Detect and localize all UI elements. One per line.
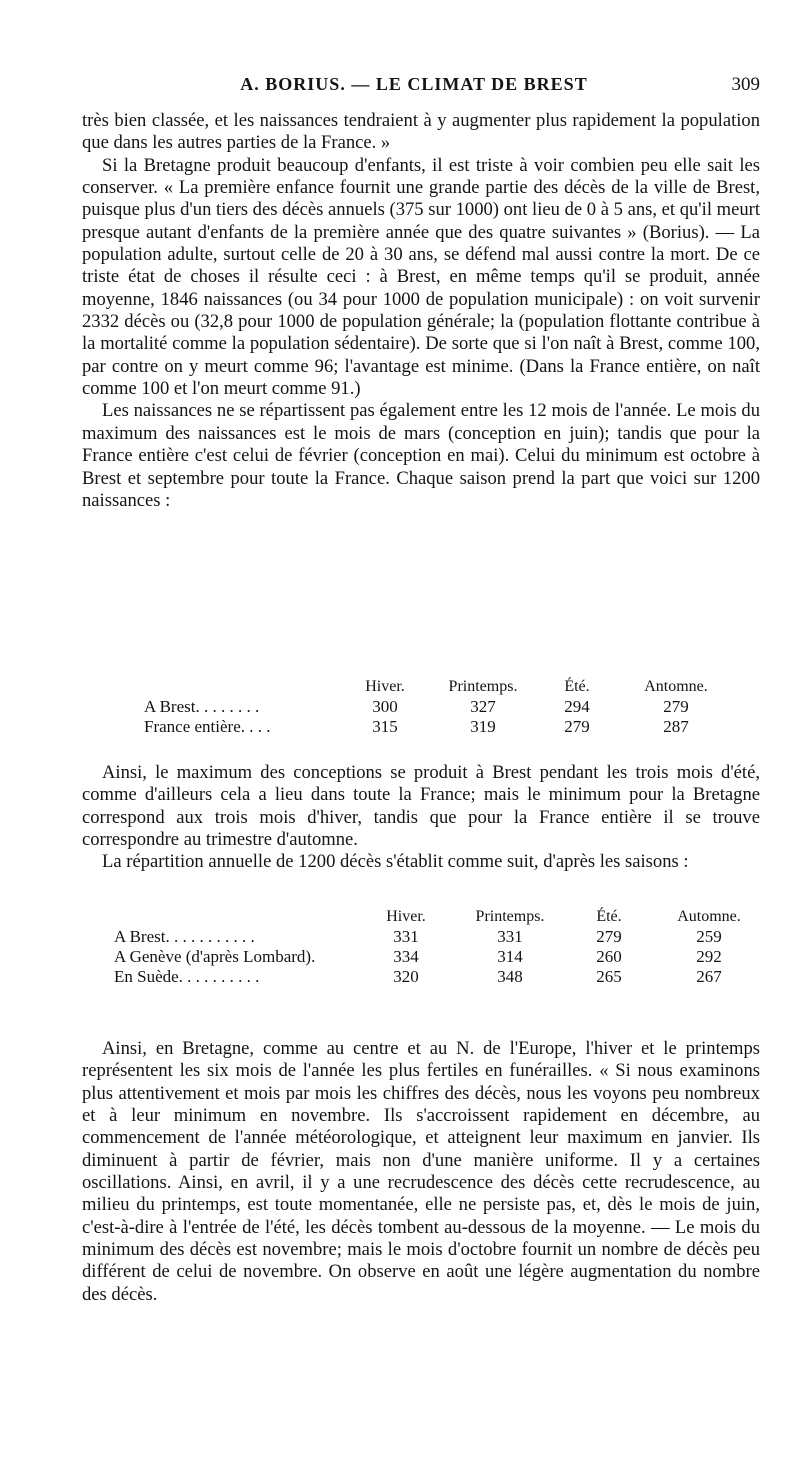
table-header-row bbox=[144, 677, 732, 697]
column-header: Printemps. bbox=[475, 908, 545, 925]
table-cell: 265 bbox=[596, 967, 622, 986]
body-text-3 bbox=[82, 1038, 760, 1306]
table-cell: 279 bbox=[663, 697, 689, 716]
table-row bbox=[114, 927, 764, 947]
body-text bbox=[82, 110, 760, 512]
row-label: A Genève (d'après Lombard). bbox=[114, 947, 316, 966]
table-cell: 292 bbox=[696, 947, 722, 966]
paragraph: Ainsi, en Bretagne, comme au centre et au N. de l'Europe, l'hiver et le printemps représentent les six mois de l'année les plus fertiles en funérailles. « Si nous examinons plus attentivement et mois par mois les chiffres des décès, nous les voyons peu nombreux et à leur minimum en novembre. Ils s'accroissent rapidement en décembre, au commencement de l'année météorologique, et atteignent leur maximum en janvier. Ils diminuent à partir de février, mais non d'une manière uniforme. Il y a certaines oscillations. Ainsi, en avril, il y a une recrudescence des décès cette recrudescence, au milieu du printemps, est toute momentanée, elle ne persiste pas, et, dès le mois de juin, c'est-à-dire à l'entrée de l'été, les décès tombent au-dessous de la moyenne. — Le mois du minimum des décès est novembre; mais le mois d'octobre fournit un nombre de décès peu différent de celui de novembre. On observe en août une légère augmentation du nombre des décès. bbox=[82, 1038, 760, 1305]
table-header-row bbox=[114, 907, 764, 927]
column-header: Hiver. bbox=[386, 908, 426, 925]
table-cell: 334 bbox=[393, 947, 419, 966]
paragraph: Les naissances ne se répartissent pas également entre les 12 mois de l'année. Le mois du maximum des naissances est le mois de mars (conception en juin); tandis que pour la France entière c'est celui de février (conception en mai). Celui du minimum est octobre à Brest et septembre pour toute la France. Chaque saison prend la part que voici sur 1200 naissances : bbox=[82, 400, 760, 511]
table-cell: 315 bbox=[372, 717, 398, 736]
table-cell: 279 bbox=[564, 717, 590, 736]
paragraph: très bien classée, et les naissances tendraient à y augmenter plus rapidement la population que dans les autres parties de la France. » bbox=[82, 110, 760, 154]
column-header: Hiver. bbox=[365, 678, 405, 695]
row-label: En Suède. . . . . . . . . . bbox=[114, 967, 260, 986]
row-label: France entière. . . . bbox=[144, 717, 271, 736]
table-row bbox=[144, 697, 732, 717]
page-number: 309 bbox=[731, 74, 760, 95]
column-header: Antomne. bbox=[644, 678, 708, 695]
paragraph: Si la Bretagne produit beaucoup d'enfants, il est triste à voir combien peu elle sait les conserver. « La première enfance fournit une grande partie des décès de la ville de Brest, puisque plus d'un tiers des décès annuels (375 sur 1000) ont lieu de 0 à 5 ans, et qu'il meurt presque autant d'enfants de la première année que des quatre suivantes » (Borius). — La population adulte, surtout celle de 20 à 30 ans, se défend mal aussi contre la mort. De ce triste état de choses il résulte ceci : à Brest, en même temps qu'il se produit, année moyenne, 1846 naissances (ou 34 pour 1000 de population municipale) : on voit survenir 2332 décès ou (32,8 pour 1000 de population générale; la (population flottante contribue à la mortalité comme la population sédentaire). De sorte que si l'on naît à Brest, comme 100, par contre on y meurt comme 96; l'avantage est minime. (Dans la France entière, on naît comme 100 et l'on meurt comme 91.) bbox=[82, 154, 761, 400]
column-header: Automne. bbox=[677, 908, 741, 925]
table-cell: 287 bbox=[663, 717, 689, 736]
body-text-2 bbox=[82, 762, 760, 874]
column-header: Été. bbox=[596, 908, 622, 925]
table-cell: 300 bbox=[372, 697, 398, 716]
table-cell: 314 bbox=[497, 947, 523, 966]
table-cell: 267 bbox=[696, 967, 722, 986]
table-cell: 320 bbox=[393, 967, 419, 986]
table-row bbox=[144, 717, 732, 737]
running-head: A. BORIUS. — LE CLIMAT DE BREST bbox=[240, 74, 588, 94]
paragraph: Ainsi, le maximum des conceptions se produit à Brest pendant les trois mois d'été, comme d'ailleurs cela a lieu dans toute la France; mais le minimum pour la Bretagne correspond aux trois mois d'hiver, tandis que pour la France entière il se trouve correspondre au trimestre d'automne. bbox=[82, 762, 760, 851]
table-cell: 327 bbox=[470, 697, 496, 716]
table-cell: 260 bbox=[596, 947, 622, 966]
deaths-table bbox=[114, 907, 764, 987]
table-cell: 331 bbox=[497, 927, 523, 946]
page-header bbox=[84, 74, 760, 98]
paragraph: La répartition annuelle de 1200 décès s'établit comme suit, d'après les saisons : bbox=[102, 851, 689, 873]
column-header: Printemps. bbox=[448, 678, 518, 695]
table-cell: 331 bbox=[393, 927, 419, 946]
column-header: Été. bbox=[564, 678, 590, 695]
table-cell: 294 bbox=[564, 697, 590, 716]
table-cell: 279 bbox=[596, 927, 622, 946]
table-cell: 348 bbox=[497, 967, 523, 986]
table-cell: 319 bbox=[470, 717, 496, 736]
table-row bbox=[114, 967, 764, 987]
row-label: A Brest. . . . . . . . bbox=[144, 697, 260, 716]
table-cell: 259 bbox=[696, 927, 722, 946]
row-label: A Brest. . . . . . . . . . . bbox=[114, 927, 255, 946]
births-table bbox=[144, 677, 732, 737]
table-row bbox=[114, 947, 764, 967]
